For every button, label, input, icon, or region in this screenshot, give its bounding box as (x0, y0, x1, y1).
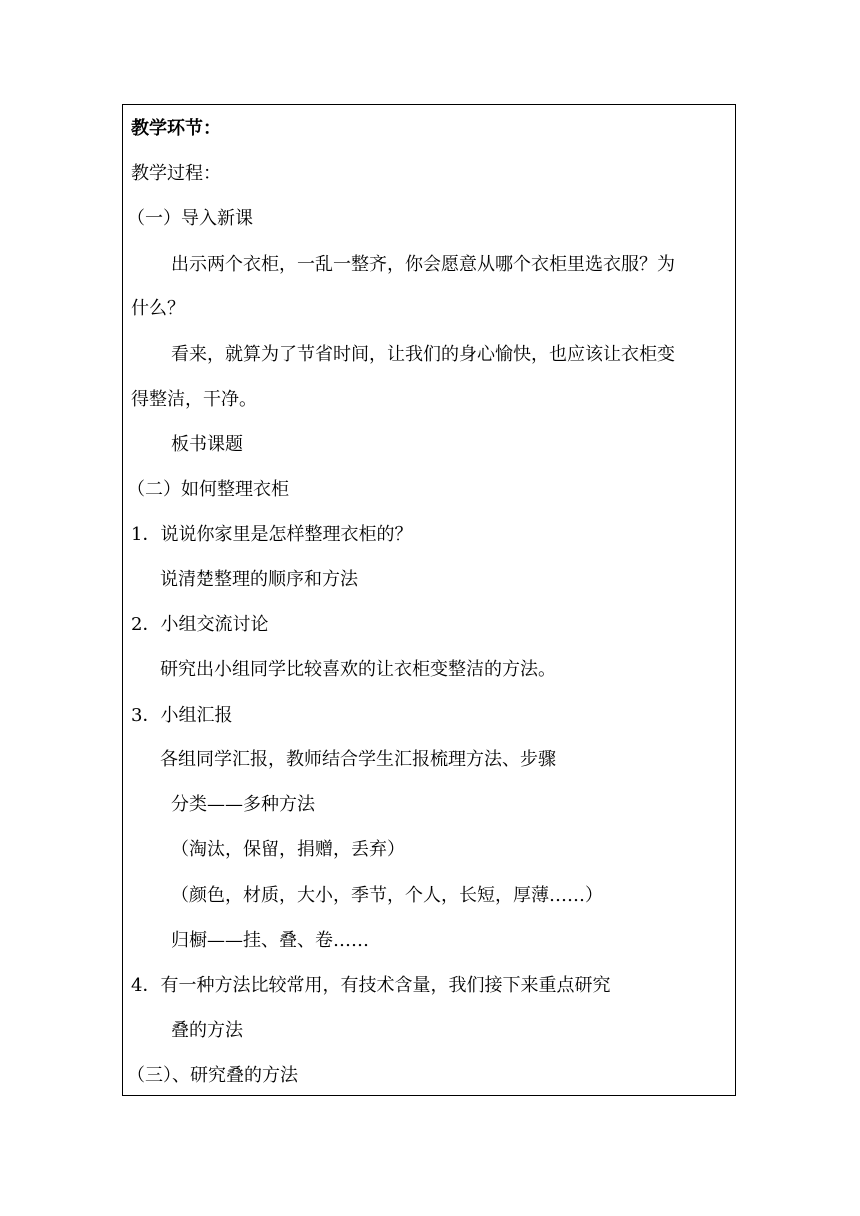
section-heading: 教学环节： (131, 118, 221, 139)
paragraph-line: 出示两个衣柜，一乱一整齐，你会愿意从哪个衣柜里选衣服？为 (171, 254, 675, 275)
process-label: 教学过程： (131, 163, 221, 184)
paragraph-line: 什么？ (131, 298, 185, 319)
paragraph-line: 得整洁，干净。 (131, 389, 257, 410)
list-item-detail: 研究出小组同学比较喜欢的让衣柜变整洁的方法。 (160, 659, 556, 680)
list-item-detail: （颜色，材质，大小，季节，个人，长短，厚薄……） (171, 885, 603, 906)
part-one-title: （一）导入新课 (127, 208, 253, 229)
list-item: 1．说说你家里是怎样整理衣柜的？ (131, 524, 413, 545)
list-item-detail: 分类——多种方法 (171, 794, 315, 815)
part-three-title: （三）、研究叠的方法 (127, 1065, 298, 1086)
list-item-detail: 归橱——挂、叠、卷…… (171, 930, 369, 951)
list-item: 3．小组汇报 (131, 705, 233, 726)
list-item: 2．小组交流讨论 (131, 614, 269, 635)
list-item: 4．有一种方法比较常用，有技术含量，我们接下来重点研究 (131, 975, 611, 996)
list-item-detail: （淘汰，保留，捐赠，丢弃） (171, 839, 405, 860)
list-item-detail: 各组同学汇报，教师结合学生汇报梳理方法、步骤 (160, 749, 556, 770)
paragraph-line: 板书课题 (171, 434, 243, 455)
list-item-detail: 说清楚整理的顺序和方法 (160, 569, 358, 590)
paragraph-line: 看来，就算为了节省时间，让我们的身心愉快，也应该让衣柜变 (171, 344, 675, 365)
list-item-detail: 叠的方法 (171, 1020, 243, 1041)
part-two-title: （二）如何整理衣柜 (127, 479, 289, 500)
